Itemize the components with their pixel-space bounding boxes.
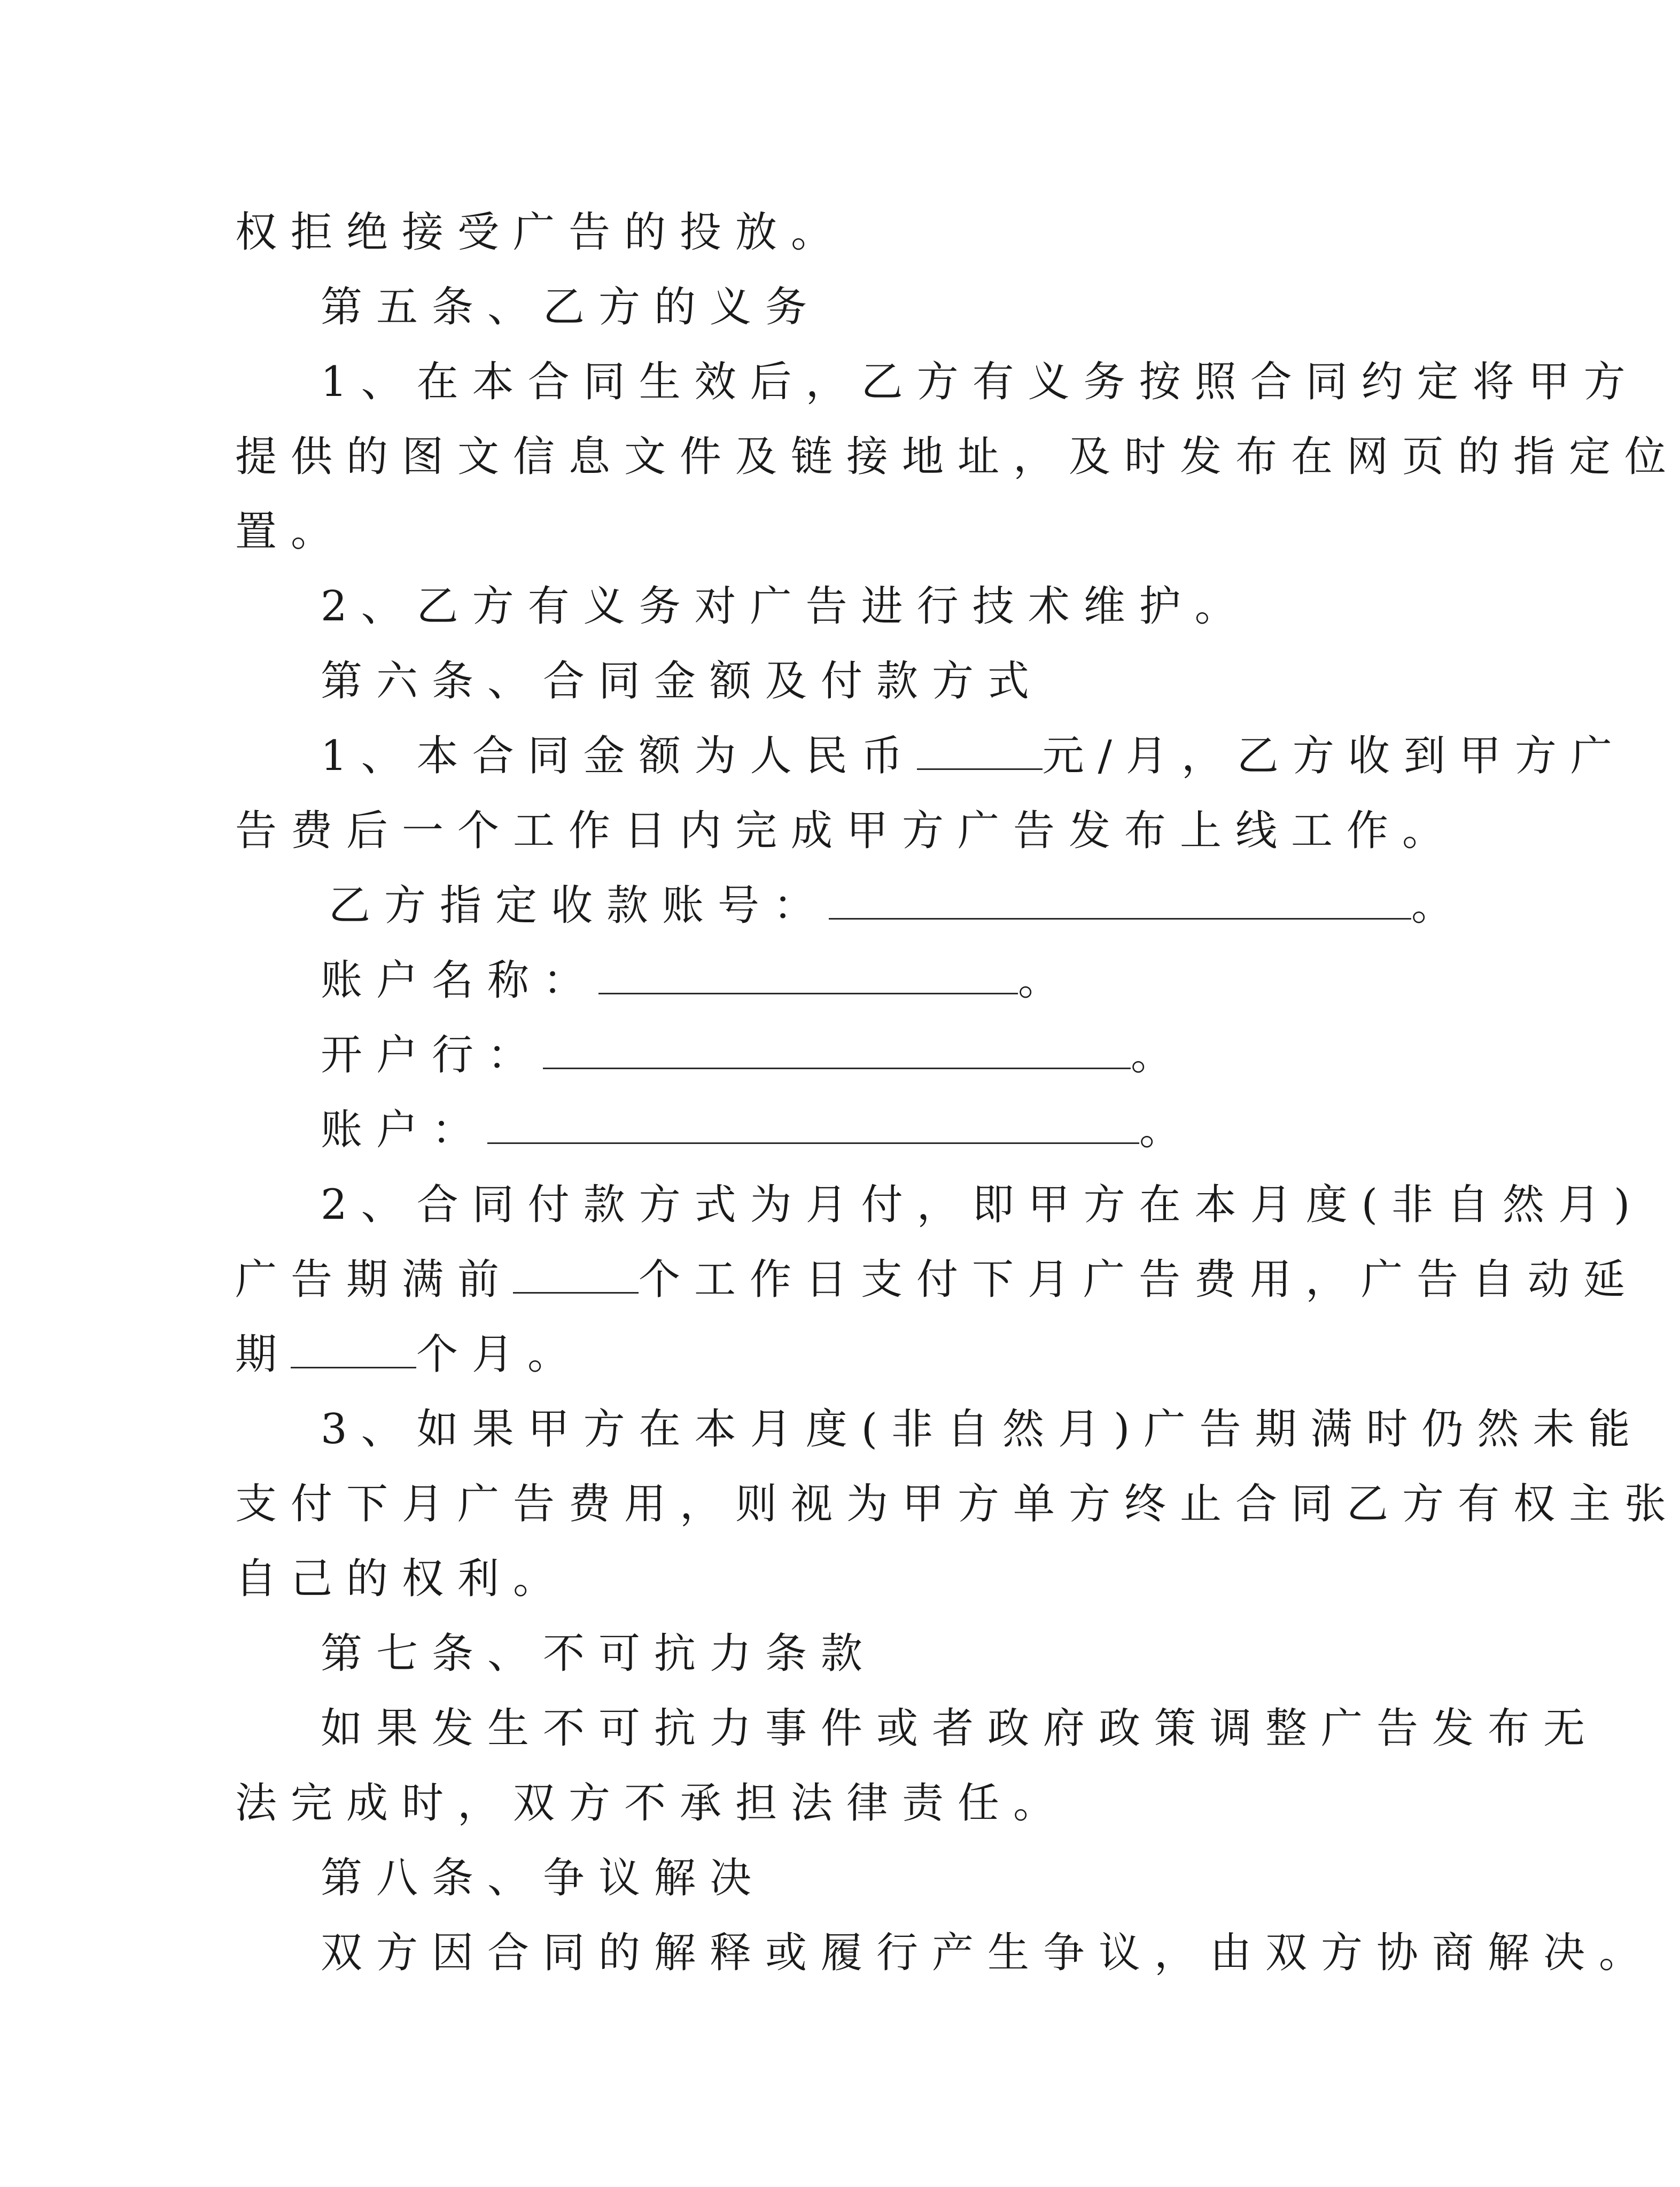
paragraph-line	[235, 206, 846, 259]
paragraph-line	[235, 1477, 1680, 1531]
paragraph-line	[321, 729, 1626, 783]
field-label: 开户行：	[321, 1031, 543, 1079]
line-text: 期	[235, 1330, 291, 1379]
account-name-blank	[598, 955, 1018, 994]
line-text: 支付下月广告费用，则视为甲方单方终止合同乙方有权主张	[235, 1480, 1680, 1528]
line-text: 告费后一个工作日内完成甲方广告发布上线工作。	[235, 807, 1458, 855]
line-text: 。	[1131, 1031, 1187, 1079]
heading-text: 第五条、乙方的义务	[321, 283, 821, 331]
line-text: 法完成时，双方不承担法律责任。	[235, 1779, 1069, 1827]
bank-blank	[543, 1030, 1131, 1069]
form-field-line	[321, 1029, 1186, 1082]
paragraph-line	[321, 1403, 1644, 1456]
paragraph-line	[321, 580, 1250, 633]
line-text: 广告期满前	[235, 1256, 514, 1304]
line-text: 。	[1018, 956, 1074, 1005]
line-text: 1、在本合同生效后，乙方有义务按照合同约定将甲方	[321, 358, 1639, 406]
line-text: 置。	[235, 508, 347, 556]
paragraph-line	[235, 1253, 1639, 1306]
line-text: 个月。	[416, 1330, 584, 1379]
account-blank	[487, 1105, 1139, 1144]
paragraph-line	[321, 1178, 1644, 1232]
paragraph-line	[321, 1926, 1654, 1980]
line-text: 自己的权利。	[235, 1555, 569, 1603]
line-text: 3、如果甲方在本月度(非自然月)广告期满时仍然未能	[321, 1405, 1644, 1453]
line-text: 如果发生不可抗力事件或者政府政策调整广告发布无	[321, 1705, 1599, 1753]
heading-text: 第八条、争议解决	[321, 1854, 766, 1902]
heading-text: 第七条、不可抗力条款	[321, 1630, 877, 1678]
form-field-line	[321, 1103, 1195, 1157]
section-heading	[321, 655, 1043, 708]
paragraph-line	[235, 430, 1680, 484]
line-text: 2、合同付款方式为月付，即甲方在本月度(非自然月)	[321, 1181, 1644, 1229]
paragraph-line	[235, 804, 1458, 858]
paragraph-line	[235, 1552, 569, 1606]
heading-text: 第六条、合同金额及付款方式	[321, 657, 1044, 705]
paragraph-line	[235, 505, 346, 558]
line-text: 。	[1411, 882, 1467, 930]
line-text: 2、乙方有义务对广告进行技术维护。	[321, 582, 1250, 631]
months-blank	[291, 1329, 416, 1368]
field-label: 账户名称：	[321, 956, 599, 1005]
field-label: 乙方指定收款账号：	[329, 882, 829, 930]
line-text: 元/月，乙方收到甲方广	[1042, 732, 1626, 780]
account-number-blank	[829, 881, 1411, 920]
field-label: 账户：	[321, 1106, 488, 1154]
paragraph-line	[235, 1328, 583, 1381]
days-blank	[513, 1255, 639, 1294]
section-heading	[321, 281, 821, 334]
paragraph-line	[321, 1702, 1599, 1755]
amount-blank	[917, 731, 1043, 770]
paragraph-line	[321, 355, 1639, 409]
line-text: 权拒绝接受广告的投放。	[235, 208, 847, 256]
form-field-line	[329, 879, 1467, 932]
line-text: 提供的图文信息文件及链接地址，及时发布在网页的指定位	[235, 433, 1680, 481]
line-text: 1、本合同金额为人民币	[321, 732, 917, 780]
line-text: 双方因合同的解释或履行产生争议，由双方协商解决。	[321, 1929, 1655, 1977]
line-text: 。	[1139, 1106, 1195, 1154]
line-text: 个工作日支付下月广告费用，广告自动延	[639, 1256, 1639, 1304]
section-heading	[321, 1627, 876, 1680]
paragraph-line	[235, 1777, 1069, 1830]
form-field-line	[321, 954, 1074, 1007]
section-heading	[321, 1851, 765, 1905]
